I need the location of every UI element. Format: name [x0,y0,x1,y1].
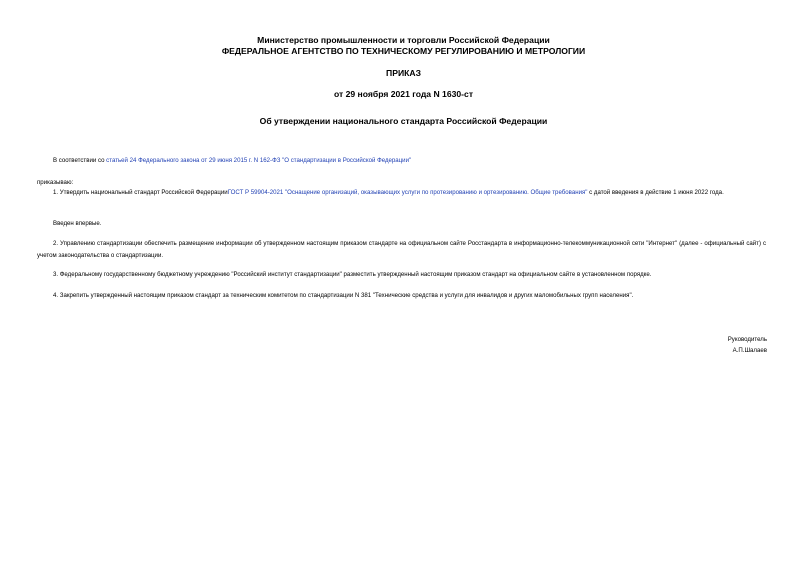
document-type: ПРИКАЗ [386,68,421,78]
federal-law-link[interactable]: статьей 24 Федерального закона от 29 июня 2015 г. N 162-ФЗ "О стандартизации в Российской Федерации" [106,157,412,164]
legal-basis-prefix: В соответствии со [53,157,107,164]
gost-standard-link[interactable]: ГОСТ Р 59904-2021 "Оснащение организаций, оказывающих услуги по протезированию и ортезированию. Общие требования" [227,189,588,196]
orders-line: приказываю: [37,179,74,186]
document-date-number: от 29 ноября 2021 года N 1630-ст [333,89,474,99]
order-item-4: 4. Закрепить утвержденный настоящим приказом стандарт за техническим комитетом по стандартизации N 381 "Технические средства и услуги для инвалидов и других маломобильных групп населения". [53,292,634,299]
signatory-title: Руководитель [727,336,767,343]
order-item-3: 3. Федеральному государственному бюджетному учреждению "Российский институт стандартизации" разместить утвержденный настоящим приказом стандарт на официальном сайте в установленном порядке. [53,271,652,278]
ministry-name: Министерство промышленности и торговли Российской Федерации [257,35,550,45]
order-item-1-prefix: 1. Утвердить национальный стандарт Российской Федерации [53,189,228,196]
document-subject: Об утверждении национального стандарта Российской Федерации [259,116,548,126]
agency-name: ФЕДЕРАЛЬНОЕ АГЕНТСТВО ПО ТЕХНИЧЕСКОМУ РЕГУЛИРОВАНИЮ И МЕТРОЛОГИИ [221,46,586,56]
signatory-name: А.П.Шалаев [732,347,767,354]
legal-basis-paragraph [37,155,777,167]
order-item-1-suffix: с датой введения в действие 1 июня 2022 года. [587,189,724,196]
order-item-2: 2. Управлению стандартизации обеспечить размещение информации об утвержденном настоящим приказом стандарте на официальном сайте Росстандарта в информационно-телекоммуникационной сети "Интернет" (далее - официальный сайт) с учетом законодательства о стандартизации. [37,240,766,259]
order-item-1 [37,187,766,199]
introduced-first-note: Введен впервые. [53,220,102,227]
